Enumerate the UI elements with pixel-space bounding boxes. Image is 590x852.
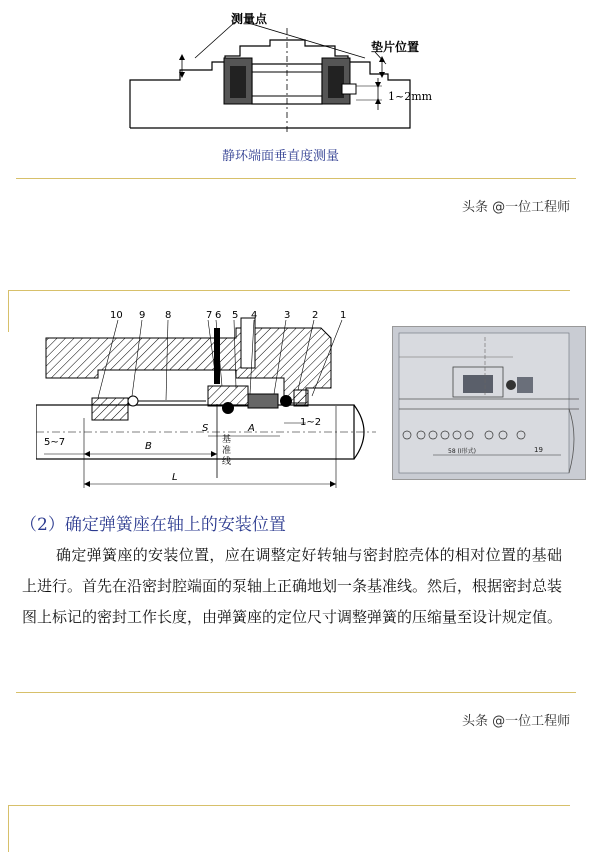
section2-heading: （2）确定弹簧座在轴上的安装位置 <box>20 515 286 535</box>
frame-top-3 <box>8 805 570 806</box>
part-number-6: 6 <box>215 310 222 321</box>
photo-dim-2: 19 <box>534 446 543 454</box>
frame-top-2 <box>8 290 570 291</box>
frame-left-2 <box>8 290 9 332</box>
part-number-8: 8 <box>165 310 172 321</box>
static-ring-measurement-diagram <box>120 0 420 140</box>
dim-a-label: A <box>248 423 255 434</box>
dim-offset-label: 5~7 <box>44 437 66 448</box>
divider-1 <box>16 178 576 179</box>
part-number-4: 4 <box>251 310 258 321</box>
part-number-2: 2 <box>312 310 319 321</box>
part-number-5: 5 <box>232 310 239 321</box>
section2-paragraph: 确定弹簧座的安装位置，应在调整定好转轴与密封腔壳体的相对位置的基础上进行。首先在沿密封腔端面的泵轴上正确地划一条基准线。然后，根据密封总装图上标记的密封工作长度，由弹簧座的定位尺寸调整弹簧的压缩量至设计规定值。 <box>22 546 563 626</box>
photo-sketch <box>393 327 585 479</box>
part-number-1: 1 <box>340 310 347 321</box>
watermark-1: 头条 @一位工程师 <box>462 200 571 215</box>
dim-l-label: L <box>172 472 178 483</box>
part-number-9: 9 <box>139 310 146 321</box>
section1-caption: 静环端面垂直度测量 <box>222 149 340 164</box>
baseline-label-3: 线 <box>222 457 232 467</box>
seal-assembly-diagram <box>36 308 381 493</box>
part-number-7: 7 <box>206 310 213 321</box>
shim-position-label: 垫片位置 <box>371 40 420 54</box>
watermark-2: 头条 @一位工程师 <box>462 714 571 729</box>
dim-gap-label: 1~2 <box>300 417 322 428</box>
baseline-label-1: 基 <box>222 435 232 445</box>
baseline-label-2: 准 <box>222 446 232 456</box>
part-number-3: 3 <box>284 310 291 321</box>
measure-point-label: 测量点 <box>231 12 268 26</box>
frame-left-3 <box>8 805 9 852</box>
dim-s-label: S <box>202 423 209 434</box>
divider-2 <box>16 692 576 693</box>
dim-b-label: B <box>145 441 152 452</box>
photo-dim-1: 58 (Ⅰ形式) <box>448 448 476 455</box>
part-number-10: 10 <box>110 310 123 321</box>
seal-drawing-photo <box>392 326 586 480</box>
gap-label: 1~2mm <box>388 90 433 103</box>
